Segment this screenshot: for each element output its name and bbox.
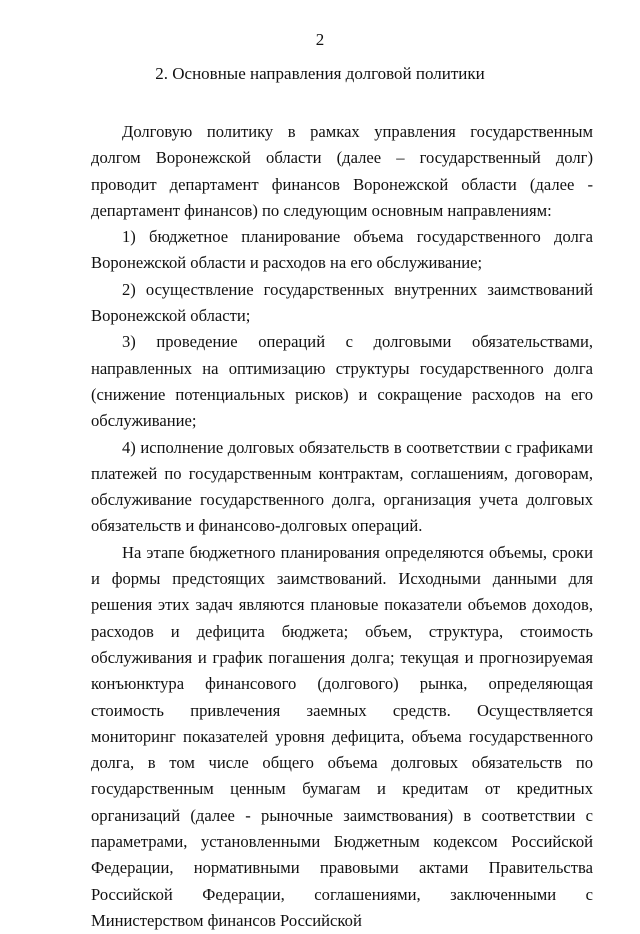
page-number: 2: [315, 30, 325, 49]
paragraph-item-2: 2) осуществление государственных внутренних заимствований Воронежской области;: [91, 279, 593, 326]
paragraph-intro: Долговую политику в рамках управления государственным долгом Воронежской области (далее – государственный долг) проводит департамент финансов Воронежской области (далее - департамент финансов) по следующим основным направлениям:: [91, 122, 593, 220]
paragraph-item-3: 3) проведение операций с долговыми обязательствами, направленных на оптимизацию структуры государственного долга (снижение потенциальных рисков) и сокращение расходов на его обслуживание;: [91, 332, 593, 431]
body-text: [91, 119, 593, 934]
paragraph-planning: На этапе бюджетного планирования определяются объемы, сроки и формы предстоящих заимствований. Исходными данными для решения этих задач являются плановые показатели объемов доходов, расходов и дефицита бюджета; объем, структура, стоимость обслуживания и график погашения долга; текущая и прогнозируемая конъюнктура финансового (долгового) рынка, определяющая стоимость привлечения заемных средств. Осуществляется мониторинг показателей уровня дефицита, объема государственного долга, в том числе общего объема долговых обязательств по государственным ценным бумагам и кредитам от кредитных организаций (далее - рыночные заимствования) в соответствии с параметрами, установленными Бюджетным кодексом Российской Федерации, нормативными правовыми актами Правительства Российской Федерации, соглашениями, заключенными с Министерством финансов Российской: [91, 542, 593, 930]
paragraph-item-4: 4) исполнение долговых обязательств в соответствии с графиками платежей по государственным контрактам, соглашениям, договорам, обслуживание государственного долга, организация учета долговых обязательств и финансово-долговых операций.: [91, 437, 593, 536]
section-title: 2. Основные направления долговой политики: [155, 64, 485, 83]
paragraph-item-1: 1) бюджетное планирование объема государственного долга Воронежской области и расходов на его обслуживание;: [91, 227, 593, 273]
